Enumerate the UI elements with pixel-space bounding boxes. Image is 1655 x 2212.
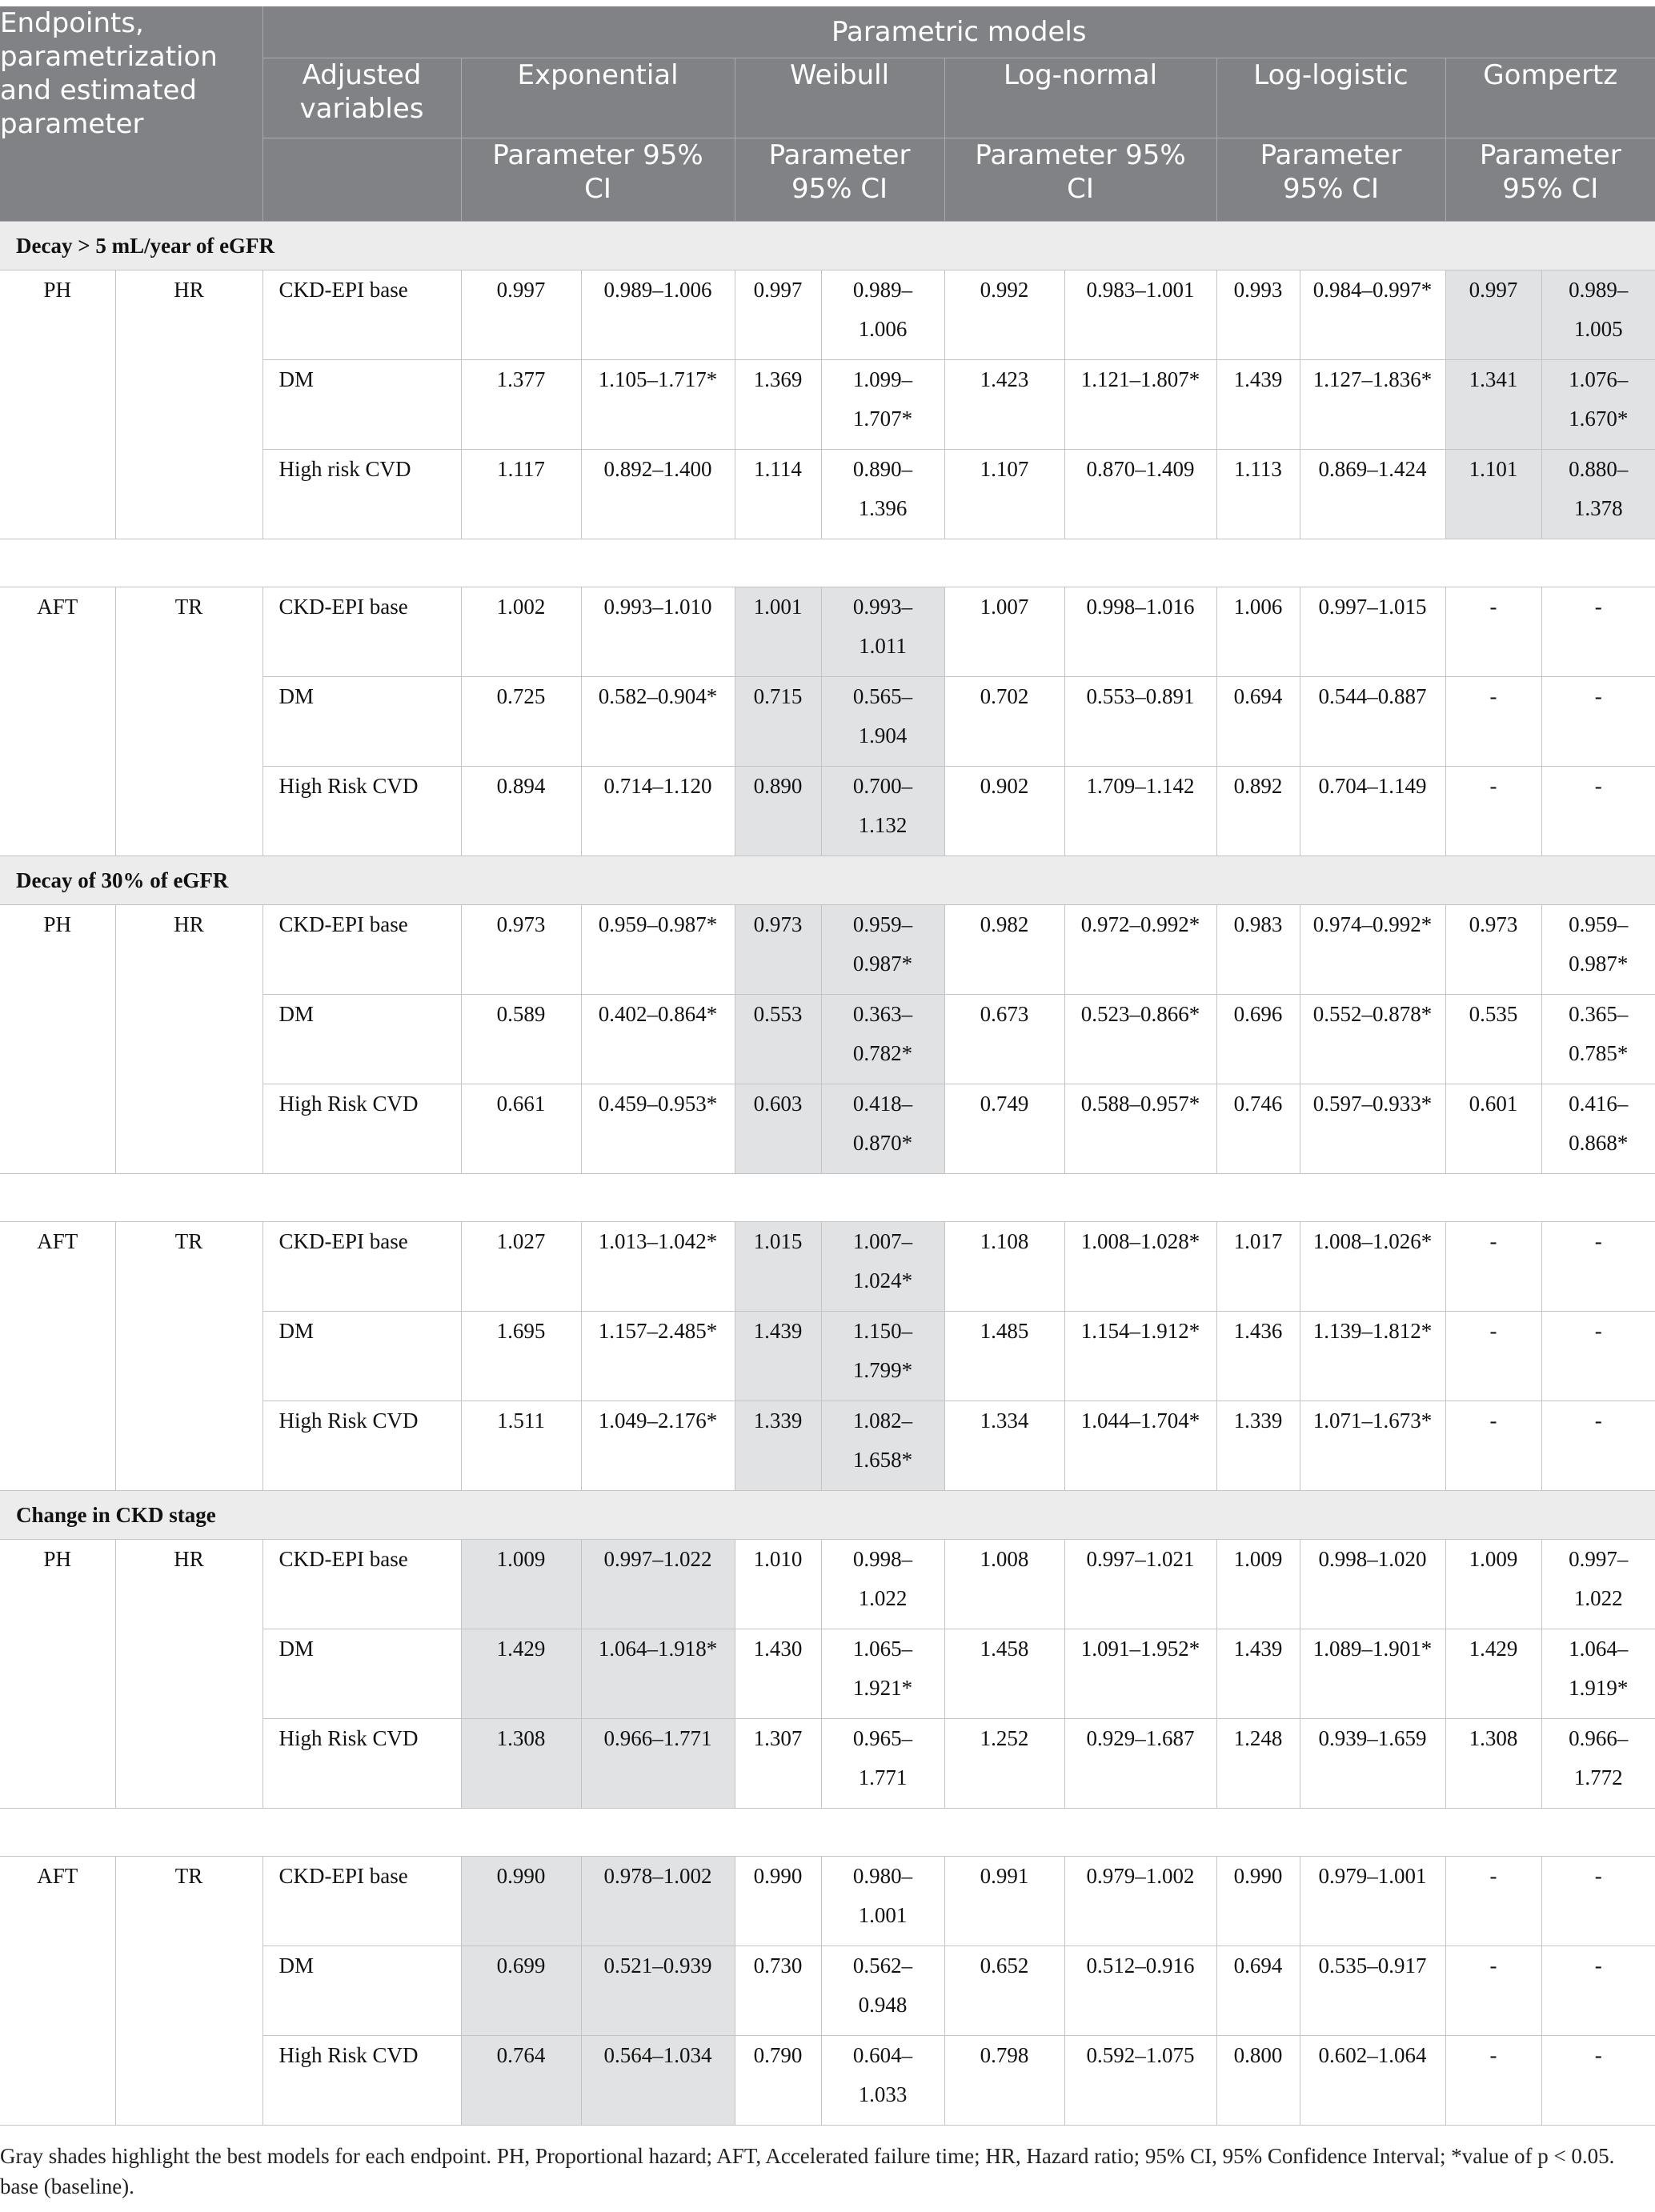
results-table xyxy=(0,6,1655,2126)
parametrization-cell: AFT xyxy=(0,1856,115,2125)
table-header xyxy=(0,6,1655,221)
estimate-cell: - xyxy=(1445,587,1541,676)
estimate-cell: 1.113 xyxy=(1216,449,1300,539)
ci-cell: 0.588–0.957* xyxy=(1064,1084,1216,1173)
estimate-cell: 1.007 xyxy=(944,587,1064,676)
header-param-gompertz: Parameter 95% CI xyxy=(1445,138,1655,221)
ci-cell: 1.007– 1.024* xyxy=(821,1221,944,1311)
ci-cell: - xyxy=(1541,676,1655,766)
ci-cell: 0.512–0.916 xyxy=(1064,1946,1216,2035)
estimate-cell: 1.339 xyxy=(1216,1401,1300,1490)
parametrization-cell: PH xyxy=(0,904,115,1173)
spacer-row xyxy=(0,1173,1655,1221)
ci-cell: 1.008–1.028* xyxy=(1064,1221,1216,1311)
ci-cell: - xyxy=(1541,1311,1655,1401)
spacer-row xyxy=(0,1808,1655,1856)
estimated-parameter-cell: TR xyxy=(115,1856,262,2125)
ci-cell: 0.714–1.120 xyxy=(581,766,735,856)
spacer-cell xyxy=(0,1173,1655,1221)
table-row xyxy=(0,587,1655,676)
estimate-cell: 1.307 xyxy=(735,1718,821,1808)
ci-cell: 1.157–2.485* xyxy=(581,1311,735,1401)
variable-cell: High Risk CVD xyxy=(262,2035,461,2125)
header-model-exponential: Exponential xyxy=(461,58,735,138)
ci-cell: 0.989– 1.005 xyxy=(1541,270,1655,359)
variable-cell: CKD-EPI base xyxy=(262,1856,461,1946)
ci-cell: - xyxy=(1541,587,1655,676)
estimate-cell: 0.800 xyxy=(1216,2035,1300,2125)
ci-cell: 0.365– 0.785* xyxy=(1541,994,1655,1084)
ci-cell: 0.870–1.409 xyxy=(1064,449,1216,539)
spacer-cell xyxy=(0,539,1655,587)
estimate-cell: 0.535 xyxy=(1445,994,1541,1084)
ci-cell: 0.592–1.075 xyxy=(1064,2035,1216,2125)
estimate-cell: 1.101 xyxy=(1445,449,1541,539)
ci-cell: 1.139–1.812* xyxy=(1300,1311,1445,1401)
ci-cell: 1.082– 1.658* xyxy=(821,1401,944,1490)
estimate-cell: 0.601 xyxy=(1445,1084,1541,1173)
estimate-cell: 0.696 xyxy=(1216,994,1300,1084)
estimate-cell: 0.902 xyxy=(944,766,1064,856)
estimate-cell: - xyxy=(1445,1221,1541,1311)
estimate-cell: 0.694 xyxy=(1216,676,1300,766)
estimate-cell: 0.603 xyxy=(735,1084,821,1173)
ci-cell: 0.974–0.992* xyxy=(1300,904,1445,994)
ci-cell: 0.959– 0.987* xyxy=(821,904,944,994)
estimate-cell: 1.015 xyxy=(735,1221,821,1311)
table-row xyxy=(0,1539,1655,1629)
ci-cell: 0.553–0.891 xyxy=(1064,676,1216,766)
estimate-cell: 0.661 xyxy=(461,1084,581,1173)
estimate-cell: 1.695 xyxy=(461,1311,581,1401)
ci-cell: 0.544–0.887 xyxy=(1300,676,1445,766)
estimate-cell: 1.248 xyxy=(1216,1718,1300,1808)
variable-cell: High Risk CVD xyxy=(262,1084,461,1173)
table-footnote: Gray shades highlight the best models for each endpoint. PH, Proportional hazard; AFT, Accelerated failure time; HR, Hazard ratio; 95% CI, 95% Confidence Interval; *value of p < 0.05. base (baseline). xyxy=(0,2144,1615,2198)
estimate-cell: 0.983 xyxy=(1216,904,1300,994)
ci-cell: 1.105–1.717* xyxy=(581,359,735,449)
estimate-cell: 0.694 xyxy=(1216,1946,1300,2035)
estimate-cell: 0.993 xyxy=(1216,270,1300,359)
ci-cell: - xyxy=(1541,1946,1655,2035)
ci-cell: 0.363– 0.782* xyxy=(821,994,944,1084)
estimate-cell: 1.009 xyxy=(1445,1539,1541,1629)
header-param-log-logistic: Parameter 95% CI xyxy=(1216,138,1445,221)
header-param-exponential: Parameter 95% CI xyxy=(461,138,735,221)
header-model-log-logistic: Log-logistic xyxy=(1216,58,1445,138)
estimate-cell: 1.377 xyxy=(461,359,581,449)
variable-cell: CKD-EPI base xyxy=(262,587,461,676)
estimate-cell: 1.001 xyxy=(735,587,821,676)
estimate-cell: 1.430 xyxy=(735,1629,821,1718)
ci-cell: 0.602–1.064 xyxy=(1300,2035,1445,2125)
ci-cell: 1.091–1.952* xyxy=(1064,1629,1216,1718)
ci-cell: 0.983–1.001 xyxy=(1064,270,1216,359)
ci-cell: 0.535–0.917 xyxy=(1300,1946,1445,2035)
ci-cell: 1.065– 1.921* xyxy=(821,1629,944,1718)
ci-cell: 0.966– 1.772 xyxy=(1541,1718,1655,1808)
estimate-cell: 1.002 xyxy=(461,587,581,676)
table-body xyxy=(0,221,1655,2125)
ci-cell: 1.709–1.142 xyxy=(1064,766,1216,856)
variable-cell: DM xyxy=(262,676,461,766)
ci-cell: 0.978–1.002 xyxy=(581,1856,735,1946)
variable-cell: CKD-EPI base xyxy=(262,270,461,359)
ci-cell: 1.121–1.807* xyxy=(1064,359,1216,449)
estimate-cell: 1.423 xyxy=(944,359,1064,449)
variable-cell: DM xyxy=(262,1311,461,1401)
ci-cell: 1.150– 1.799* xyxy=(821,1311,944,1401)
estimate-cell: - xyxy=(1445,676,1541,766)
section-row xyxy=(0,221,1655,270)
variable-cell: DM xyxy=(262,1629,461,1718)
ci-cell: 0.869–1.424 xyxy=(1300,449,1445,539)
ci-cell: 0.993–1.010 xyxy=(581,587,735,676)
estimate-cell: 1.114 xyxy=(735,449,821,539)
ci-cell: - xyxy=(1541,1221,1655,1311)
estimated-parameter-cell: HR xyxy=(115,904,262,1173)
ci-cell: 0.562– 0.948 xyxy=(821,1946,944,2035)
ci-cell: 1.071–1.673* xyxy=(1300,1401,1445,1490)
variable-cell: DM xyxy=(262,994,461,1084)
parametrization-cell: AFT xyxy=(0,1221,115,1490)
header-adjusted-variables: Adjusted variables xyxy=(262,58,461,138)
estimate-cell: 1.006 xyxy=(1216,587,1300,676)
estimate-cell: 1.439 xyxy=(1216,359,1300,449)
ci-cell: 0.523–0.866* xyxy=(1064,994,1216,1084)
header-parametric-models: Parametric models xyxy=(262,6,1655,58)
ci-cell: 0.892–1.400 xyxy=(581,449,735,539)
estimate-cell: 0.982 xyxy=(944,904,1064,994)
estimate-cell: 1.027 xyxy=(461,1221,581,1311)
estimate-cell: 1.308 xyxy=(461,1718,581,1808)
estimate-cell: - xyxy=(1445,1401,1541,1490)
estimate-cell: 1.439 xyxy=(735,1311,821,1401)
ci-cell: 0.997–1.022 xyxy=(581,1539,735,1629)
ci-cell: 0.979–1.002 xyxy=(1064,1856,1216,1946)
ci-cell: 0.929–1.687 xyxy=(1064,1718,1216,1808)
ci-cell: 0.998– 1.022 xyxy=(821,1539,944,1629)
table-row xyxy=(0,270,1655,359)
ci-cell: 0.521–0.939 xyxy=(581,1946,735,2035)
estimate-cell: 0.798 xyxy=(944,2035,1064,2125)
ci-cell: 0.565– 1.904 xyxy=(821,676,944,766)
ci-cell: 0.998–1.020 xyxy=(1300,1539,1445,1629)
ci-cell: 1.099– 1.707* xyxy=(821,359,944,449)
estimate-cell: 0.990 xyxy=(735,1856,821,1946)
ci-cell: 0.997–1.015 xyxy=(1300,587,1445,676)
estimate-cell: 1.458 xyxy=(944,1629,1064,1718)
estimate-cell: 1.511 xyxy=(461,1401,581,1490)
ci-cell: 1.044–1.704* xyxy=(1064,1401,1216,1490)
ci-cell: 0.418– 0.870* xyxy=(821,1084,944,1173)
estimate-cell: 0.894 xyxy=(461,766,581,856)
estimate-cell: 1.369 xyxy=(735,359,821,449)
ci-cell: 0.582–0.904* xyxy=(581,676,735,766)
section-title: Change in CKD stage xyxy=(0,1490,1655,1539)
estimate-cell: 0.702 xyxy=(944,676,1064,766)
estimate-cell: 1.252 xyxy=(944,1718,1064,1808)
estimate-cell: 0.790 xyxy=(735,2035,821,2125)
estimated-parameter-cell: TR xyxy=(115,1221,262,1490)
estimate-cell: 1.108 xyxy=(944,1221,1064,1311)
ci-cell: 0.564–1.034 xyxy=(581,2035,735,2125)
parametrization-cell: AFT xyxy=(0,587,115,856)
ci-cell: 0.939–1.659 xyxy=(1300,1718,1445,1808)
table-row xyxy=(0,1856,1655,1946)
section-row xyxy=(0,1490,1655,1539)
estimate-cell: - xyxy=(1445,2035,1541,2125)
ci-cell: 0.704–1.149 xyxy=(1300,766,1445,856)
ci-cell: 0.604– 1.033 xyxy=(821,2035,944,2125)
variable-cell: DM xyxy=(262,1946,461,2035)
estimate-cell: 0.715 xyxy=(735,676,821,766)
ci-cell: - xyxy=(1541,2035,1655,2125)
ci-cell: 0.989–1.006 xyxy=(581,270,735,359)
estimate-cell: 1.439 xyxy=(1216,1629,1300,1718)
estimate-cell: 0.992 xyxy=(944,270,1064,359)
ci-cell: 0.997– 1.022 xyxy=(1541,1539,1655,1629)
estimate-cell: 1.107 xyxy=(944,449,1064,539)
estimate-cell: - xyxy=(1445,766,1541,856)
ci-cell: 0.552–0.878* xyxy=(1300,994,1445,1084)
ci-cell: - xyxy=(1541,1856,1655,1946)
estimate-cell: 0.699 xyxy=(461,1946,581,2035)
variable-cell: CKD-EPI base xyxy=(262,904,461,994)
estimated-parameter-cell: TR xyxy=(115,587,262,856)
variable-cell: DM xyxy=(262,359,461,449)
estimate-cell: 0.973 xyxy=(1445,904,1541,994)
header-endpoints: Endpoints, parametrization and estimated parameter xyxy=(0,6,262,221)
ci-cell: 0.966–1.771 xyxy=(581,1718,735,1808)
estimated-parameter-cell: HR xyxy=(115,1539,262,1808)
ci-cell: 0.979–1.001 xyxy=(1300,1856,1445,1946)
ci-cell: 0.959– 0.987* xyxy=(1541,904,1655,994)
estimate-cell: 1.341 xyxy=(1445,359,1541,449)
estimate-cell: 0.973 xyxy=(461,904,581,994)
ci-cell: 1.013–1.042* xyxy=(581,1221,735,1311)
section-title: Decay of 30% of eGFR xyxy=(0,856,1655,904)
variable-cell: High Risk CVD xyxy=(262,766,461,856)
estimate-cell: 1.117 xyxy=(461,449,581,539)
variable-cell: High Risk CVD xyxy=(262,1401,461,1490)
estimate-cell: - xyxy=(1445,1311,1541,1401)
estimate-cell: - xyxy=(1445,1856,1541,1946)
parametrization-cell: PH xyxy=(0,270,115,539)
estimate-cell: 0.990 xyxy=(461,1856,581,1946)
ci-cell: 0.416– 0.868* xyxy=(1541,1084,1655,1173)
ci-cell: 0.597–0.933* xyxy=(1300,1084,1445,1173)
header-param-log-normal: Parameter 95% CI xyxy=(944,138,1216,221)
variable-cell: CKD-EPI base xyxy=(262,1221,461,1311)
estimate-cell: 1.429 xyxy=(461,1629,581,1718)
ci-cell: 0.984–0.997* xyxy=(1300,270,1445,359)
ci-cell: 0.972–0.992* xyxy=(1064,904,1216,994)
spacer-row xyxy=(0,539,1655,587)
estimate-cell: 1.010 xyxy=(735,1539,821,1629)
ci-cell: 1.089–1.901* xyxy=(1300,1629,1445,1718)
ci-cell: 1.049–2.176* xyxy=(581,1401,735,1490)
estimate-cell: 1.334 xyxy=(944,1401,1064,1490)
estimate-cell: 0.652 xyxy=(944,1946,1064,2035)
estimate-cell: 0.997 xyxy=(1445,270,1541,359)
ci-cell: 1.064–1.918* xyxy=(581,1629,735,1718)
ci-cell: 0.402–0.864* xyxy=(581,994,735,1084)
estimate-cell: 0.764 xyxy=(461,2035,581,2125)
ci-cell: 1.127–1.836* xyxy=(1300,359,1445,449)
estimate-cell: 0.746 xyxy=(1216,1084,1300,1173)
estimate-cell: 0.589 xyxy=(461,994,581,1084)
ci-cell: 0.993– 1.011 xyxy=(821,587,944,676)
parametrization-cell: PH xyxy=(0,1539,115,1808)
estimate-cell: 1.308 xyxy=(1445,1718,1541,1808)
section-row xyxy=(0,856,1655,904)
estimate-cell: 0.892 xyxy=(1216,766,1300,856)
estimate-cell: 0.749 xyxy=(944,1084,1064,1173)
variable-cell: High Risk CVD xyxy=(262,1718,461,1808)
ci-cell: 0.459–0.953* xyxy=(581,1084,735,1173)
ci-cell: 0.980– 1.001 xyxy=(821,1856,944,1946)
header-model-gompertz: Gompertz xyxy=(1445,58,1655,138)
ci-cell: - xyxy=(1541,1401,1655,1490)
variable-cell: CKD-EPI base xyxy=(262,1539,461,1629)
ci-cell: 0.700– 1.132 xyxy=(821,766,944,856)
ci-cell: 0.965– 1.771 xyxy=(821,1718,944,1808)
ci-cell: 0.989– 1.006 xyxy=(821,270,944,359)
header-blank-cell xyxy=(262,138,461,221)
estimate-cell: 0.973 xyxy=(735,904,821,994)
header-model-weibull: Weibull xyxy=(735,58,944,138)
ci-cell: 1.064– 1.919* xyxy=(1541,1629,1655,1718)
ci-cell: 0.998–1.016 xyxy=(1064,587,1216,676)
estimate-cell: 1.009 xyxy=(461,1539,581,1629)
ci-cell: 1.008–1.026* xyxy=(1300,1221,1445,1311)
ci-cell: - xyxy=(1541,766,1655,856)
table-row xyxy=(0,904,1655,994)
estimate-cell: 0.997 xyxy=(735,270,821,359)
ci-cell: 0.959–0.987* xyxy=(581,904,735,994)
estimate-cell: 1.009 xyxy=(1216,1539,1300,1629)
header-model-log-normal: Log-normal xyxy=(944,58,1216,138)
estimate-cell: 1.485 xyxy=(944,1311,1064,1401)
estimate-cell: 1.339 xyxy=(735,1401,821,1490)
estimate-cell: 0.673 xyxy=(944,994,1064,1084)
variable-cell: High risk CVD xyxy=(262,449,461,539)
ci-cell: 1.076– 1.670* xyxy=(1541,359,1655,449)
estimate-cell: 0.997 xyxy=(461,270,581,359)
estimate-cell: 1.436 xyxy=(1216,1311,1300,1401)
estimate-cell: 0.990 xyxy=(1216,1856,1300,1946)
estimate-cell: 1.429 xyxy=(1445,1629,1541,1718)
estimate-cell: 0.730 xyxy=(735,1946,821,2035)
ci-cell: 1.154–1.912* xyxy=(1064,1311,1216,1401)
section-title: Decay > 5 mL/year of eGFR xyxy=(0,221,1655,270)
estimated-parameter-cell: HR xyxy=(115,270,262,539)
estimate-cell: 0.725 xyxy=(461,676,581,766)
estimate-cell: 1.008 xyxy=(944,1539,1064,1629)
table-row xyxy=(0,1221,1655,1311)
estimate-cell: - xyxy=(1445,1946,1541,2035)
estimate-cell: 0.890 xyxy=(735,766,821,856)
estimate-cell: 0.991 xyxy=(944,1856,1064,1946)
estimate-cell: 0.553 xyxy=(735,994,821,1084)
spacer-cell xyxy=(0,1808,1655,1856)
ci-cell: 0.890– 1.396 xyxy=(821,449,944,539)
estimate-cell: 1.017 xyxy=(1216,1221,1300,1311)
ci-cell: 0.997–1.021 xyxy=(1064,1539,1216,1629)
ci-cell: 0.880– 1.378 xyxy=(1541,449,1655,539)
header-param-weibull: Parameter 95% CI xyxy=(735,138,944,221)
